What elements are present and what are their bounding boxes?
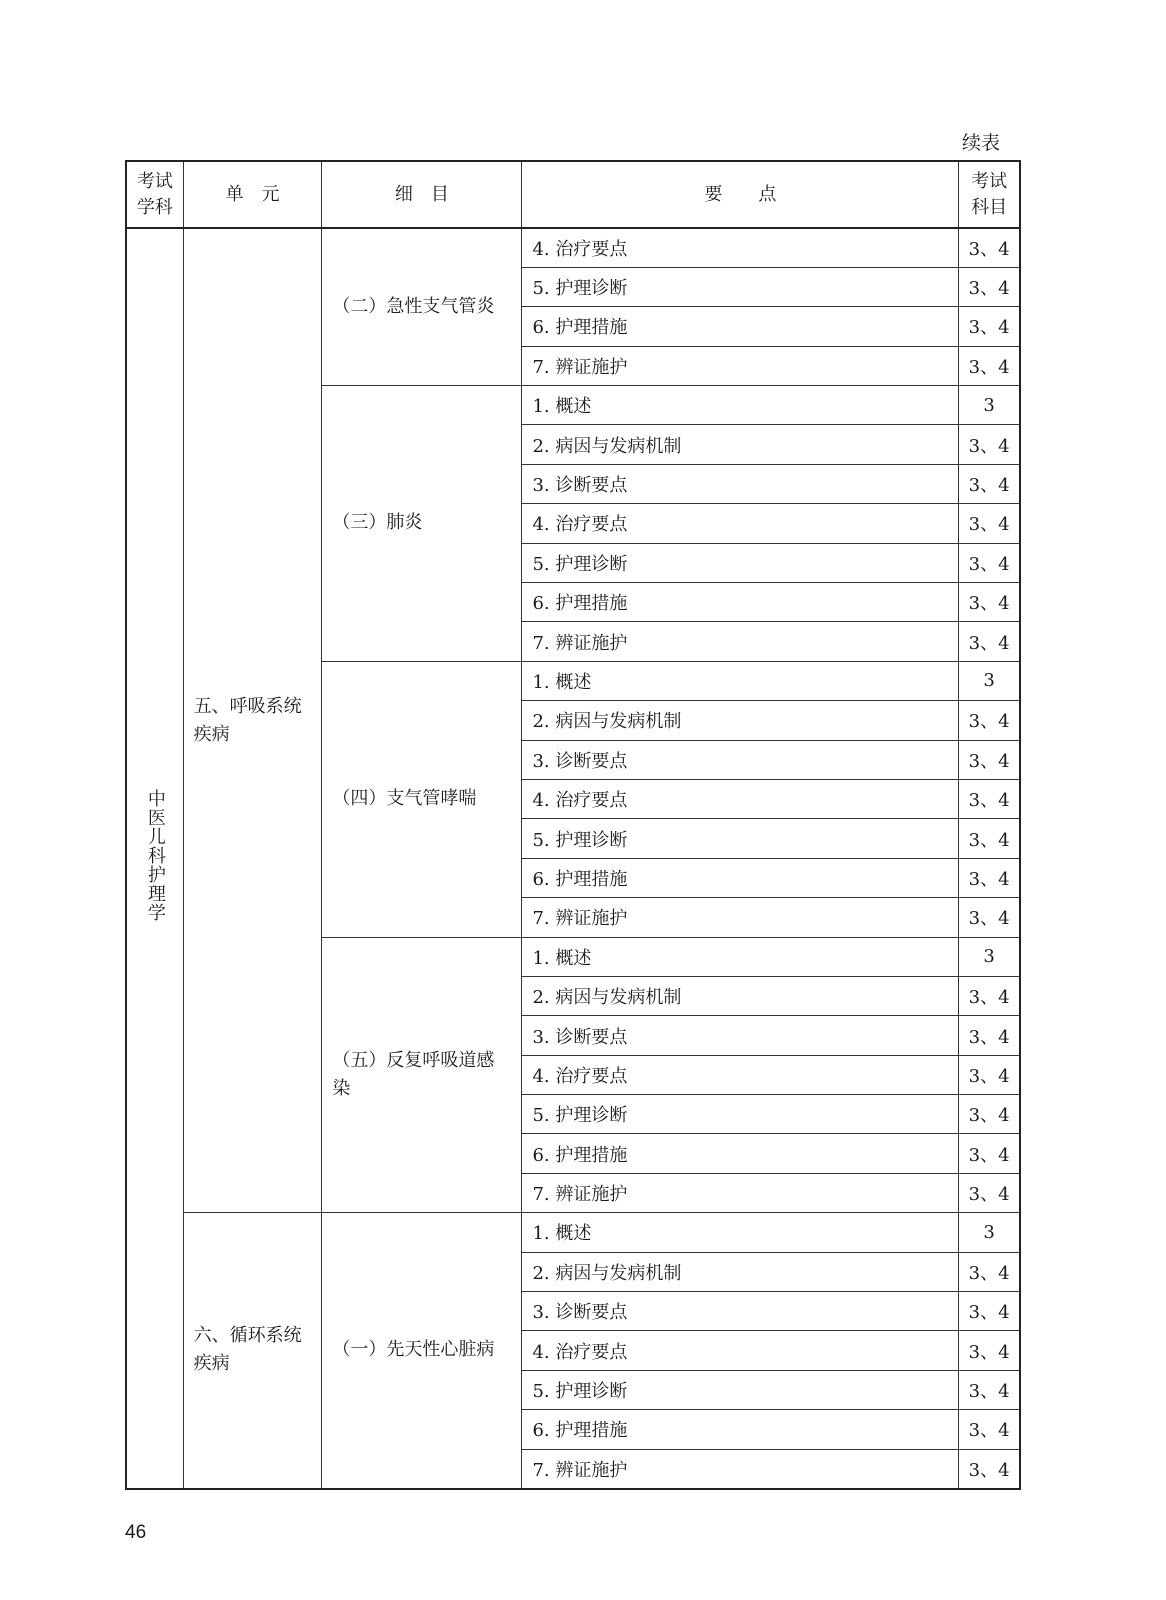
point-cell: 1. 概述 <box>522 1213 959 1252</box>
unit-cell: 五、呼吸系统疾病 <box>183 228 322 1213</box>
table-header-row <box>126 161 1020 228</box>
point-cell: 5. 护理诊断 <box>522 267 959 306</box>
point-cell: 2. 病因与发病机制 <box>522 1252 959 1291</box>
exam-subject-cell: 3、4 <box>959 1449 1020 1488</box>
point-cell: 4. 治疗要点 <box>522 1055 959 1094</box>
exam-subject-cell: 3、4 <box>959 1016 1020 1055</box>
subject-cell <box>126 228 183 1489</box>
point-cell: 3. 诊断要点 <box>522 464 959 503</box>
continued-label: 续表 <box>961 132 1000 154</box>
item-cell: （一）先天性心脏病 <box>322 1213 522 1489</box>
point-cell: 7. 辨证施护 <box>522 346 959 385</box>
point-cell: 4. 治疗要点 <box>522 779 959 818</box>
exam-subject-cell: 3、4 <box>959 1095 1020 1134</box>
point-cell: 1. 概述 <box>522 937 959 976</box>
exam-subject-cell: 3、4 <box>959 898 1020 937</box>
point-cell: 4. 治疗要点 <box>522 504 959 543</box>
exam-subject-cell: 3、4 <box>959 425 1020 464</box>
exam-subject-cell: 3、4 <box>959 1173 1020 1212</box>
exam-subject-cell: 3、4 <box>959 976 1020 1015</box>
header-unit: 单 元 <box>183 161 322 228</box>
exam-subject-cell: 3 <box>959 661 1020 700</box>
point-cell: 6. 护理措施 <box>522 307 959 346</box>
item-cell: （五）反复呼吸道感染 <box>322 937 522 1213</box>
point-cell: 7. 辨证施护 <box>522 1449 959 1488</box>
exam-subject-cell: 3 <box>959 937 1020 976</box>
subject-label: 中医儿科护理学 <box>144 789 166 923</box>
point-cell: 5. 护理诊断 <box>522 1370 959 1409</box>
table-row <box>126 1213 1020 1252</box>
exam-subject-cell: 3、4 <box>959 543 1020 582</box>
point-cell: 5. 护理诊断 <box>522 1095 959 1134</box>
exam-subject-cell: 3、4 <box>959 1055 1020 1094</box>
point-cell: 2. 病因与发病机制 <box>522 425 959 464</box>
item-cell: （二）急性支气管炎 <box>322 228 522 386</box>
exam-subject-cell: 3、4 <box>959 583 1020 622</box>
header-exam: 考试科目 <box>959 161 1020 228</box>
point-cell: 6. 护理措施 <box>522 1134 959 1173</box>
point-cell: 3. 诊断要点 <box>522 1016 959 1055</box>
exam-subject-cell: 3 <box>959 1213 1020 1252</box>
unit-cell: 六、循环系统疾病 <box>183 1213 322 1489</box>
point-cell: 4. 治疗要点 <box>522 228 959 267</box>
point-cell: 7. 辨证施护 <box>522 622 959 661</box>
point-cell: 6. 护理措施 <box>522 858 959 897</box>
exam-subject-cell: 3、4 <box>959 464 1020 503</box>
table-row <box>126 228 1020 267</box>
point-cell: 7. 辨证施护 <box>522 1173 959 1212</box>
exam-subject-cell: 3、4 <box>959 1252 1020 1291</box>
exam-subject-cell: 3、4 <box>959 819 1020 858</box>
header-item: 细 目 <box>322 161 522 228</box>
exam-subject-cell: 3、4 <box>959 1292 1020 1331</box>
exam-subject-cell: 3 <box>959 386 1020 425</box>
header-point: 要 点 <box>522 161 959 228</box>
exam-subject-cell: 3、4 <box>959 228 1020 267</box>
exam-subject-cell: 3、4 <box>959 779 1020 818</box>
exam-subject-cell: 3、4 <box>959 701 1020 740</box>
exam-subject-cell: 3、4 <box>959 1134 1020 1173</box>
exam-subject-cell: 3、4 <box>959 504 1020 543</box>
exam-subject-cell: 3、4 <box>959 1331 1020 1370</box>
exam-subject-cell: 3、4 <box>959 307 1020 346</box>
point-cell: 3. 诊断要点 <box>522 1292 959 1331</box>
point-cell: 1. 概述 <box>522 386 959 425</box>
exam-subject-cell: 3、4 <box>959 1410 1020 1449</box>
point-cell: 4. 治疗要点 <box>522 1331 959 1370</box>
exam-subject-cell: 3、4 <box>959 267 1020 306</box>
exam-subject-cell: 3、4 <box>959 740 1020 779</box>
point-cell: 2. 病因与发病机制 <box>522 701 959 740</box>
item-cell: （三）肺炎 <box>322 386 522 662</box>
table-body <box>126 228 1020 1489</box>
exam-subject-cell: 3、4 <box>959 858 1020 897</box>
point-cell: 6. 护理措施 <box>522 583 959 622</box>
header-subject: 考试学科 <box>126 161 183 228</box>
point-cell: 5. 护理诊断 <box>522 819 959 858</box>
syllabus-table <box>125 160 1021 1490</box>
exam-subject-cell: 3、4 <box>959 1370 1020 1409</box>
exam-subject-cell: 3、4 <box>959 346 1020 385</box>
page-number: 46 <box>125 1522 147 1543</box>
point-cell: 1. 概述 <box>522 661 959 700</box>
point-cell: 3. 诊断要点 <box>522 740 959 779</box>
exam-subject-cell: 3、4 <box>959 622 1020 661</box>
point-cell: 7. 辨证施护 <box>522 898 959 937</box>
item-cell: （四）支气管哮喘 <box>322 661 522 937</box>
point-cell: 6. 护理措施 <box>522 1410 959 1449</box>
point-cell: 5. 护理诊断 <box>522 543 959 582</box>
point-cell: 2. 病因与发病机制 <box>522 976 959 1015</box>
